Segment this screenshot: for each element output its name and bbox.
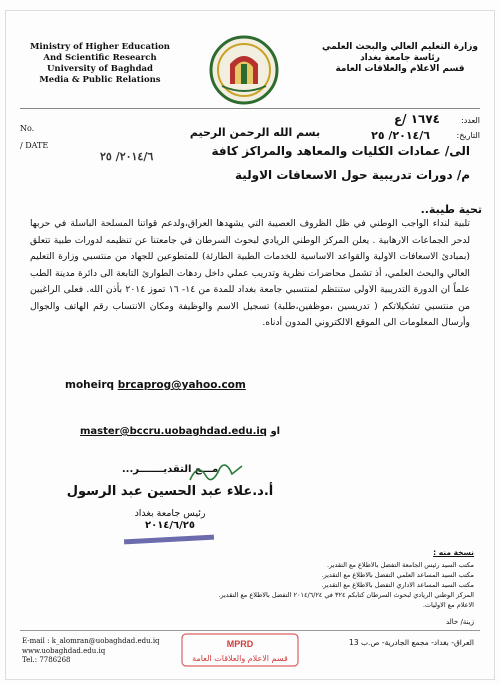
email2-prefix: او [270, 426, 281, 437]
header-ar-line-2: رئاسة جامعة بغداد [360, 53, 440, 63]
header-divider [20, 108, 480, 109]
email2-link[interactable]: master@bccru.uobaghdad.edu.iq [80, 426, 267, 437]
header-arabic [320, 42, 480, 75]
footer-contact [22, 637, 172, 666]
greeting: تحية طيبة.. [420, 203, 482, 216]
header-english [20, 42, 180, 86]
signatory-title: رئيس جامعة بغداد [134, 508, 206, 519]
cc-item: الاعلام مع الاوليات. [422, 601, 474, 609]
typist-initials: زينة/ خالد [445, 618, 474, 626]
ref-date-label: / DATE [20, 141, 49, 150]
header-ar-line-1: وزارة التعليم العالي والبحث العلمي [321, 42, 479, 52]
ref-no-label: No. [20, 124, 35, 133]
signatory-name: أ.د.علاء عبد الحسين عبد الرسول [66, 484, 274, 499]
email1-link[interactable]: brcaprog@yahoo.com [117, 379, 246, 391]
university-emblem-icon [208, 34, 280, 106]
stamp-ar-text: قسم الاعلام والعلاقات العامة [192, 654, 288, 663]
body-paragraph-text: تلبية لنداء الواجب الوطني في ظل الظروف العصيبة التي يشهدها العراق،ولدعم قواتنا المسلحة الباسلة في حربها لدحر الجماعات الارهابية . يعلن المركز الوطني الريادي لبحوث السرطان في جامعتنا عن تنظيمه لدورات طبية تتعلق (بمبادئ الاسعافات الاولية والقواعد الاساسية للخدمات الطبية الطارئة) للمتطوعين للجهاد من منتسبي وزارة التعليم العالي والبحث العلمي، أذ تشمل محاضرات نظرية وتدريب عملي داخل ردهات الطوارئ التابعة الى دائرة مدينة الطب علماً ان الدورة التدريبية الاولى ستنتظم لمنتسبي جامعة بغداد للمدة من ١٤- ١٦ تموز ٢٠١٤ بأذن الله. فعلى الراغبين من منتسبي تشكيلاتكم ( تدريسين ،موظفين،طلبة) تسجيل الاسم والوظيفة ومكان الانتساب رقم الهاتف والجوال وأرسال المعلومات الى الموقع الالكتروني المدون أدناه. [30, 218, 470, 328]
cc-item: مكتب السيد رئيس الجامعة التفضل بالاطلاع مع التقدير. [327, 561, 474, 569]
header-en-line-4: Media & Public Relations [39, 75, 161, 85]
email-line-1 [65, 379, 285, 391]
body-paragraph [30, 216, 470, 332]
cc-item: مكتب السيد المساعد الاداري التفضل بالاطلاع مع التقدير. [321, 581, 474, 589]
basmala: بسم الله الرحمن الرحيم [189, 126, 321, 139]
footer-address: العراق- بغداد- مجمع الجادرية- ص.ب 13 [349, 638, 474, 647]
cc-item: مكتب السيد المساعد العلمي التفضل بالاطلاع مع التقدير. [321, 571, 474, 579]
regards: مـــع التقديـــــــر... [121, 464, 219, 475]
footer-tel: Tel.: 7786268 [22, 656, 71, 664]
header-en-line-1: Ministry of Higher Education [30, 42, 170, 52]
ref-date-ar-label: التاريخ: [456, 131, 480, 140]
recipient: الى/ عمادات الكليات والمعاهد والمراكز كافة [211, 144, 470, 158]
ref-number-ar-label: العدد: [461, 116, 480, 125]
footer-email[interactable]: E-mail : k_alomran@uobaghdad.edu.iq [22, 637, 160, 645]
header-ar-line-3: قسم الاعلام والعلاقات العامة [335, 64, 465, 74]
email-line-2 [80, 426, 380, 437]
cc-list [204, 560, 474, 610]
subject: م/ دورات تدريبية حول الاسعافات الاولية [234, 168, 470, 182]
ref-date-ar-value: ٢٠١٤/٦/ ٢٥ [371, 129, 430, 142]
header-en-line-3: University of Baghdad [47, 64, 153, 74]
footer-website[interactable]: www.uobaghdad.edu.iq [22, 646, 106, 655]
stamp-text: MPRD [226, 639, 254, 649]
signature-date: ٢٠١٤/٦/٢٥ [144, 520, 196, 531]
ref-date-handwritten: ٢٠١٤/٦/ ٢٥ [100, 150, 154, 163]
cc-heading: نسخة منه : [433, 548, 474, 557]
header-en-line-2: And Scientific Research [43, 53, 157, 63]
email1-prefix: moheirq [65, 379, 115, 391]
cc-item: المركز الوطني الريادي لبحوث السرطان كتابكم ٣٢٤ في ٢٠١٤/٦/٢٤ التفضل بالاطلاع مع التقدير. [218, 591, 474, 599]
mprd-stamp-icon [180, 630, 300, 670]
ref-number-ar-value: ١٦٧٤ /ع [393, 112, 440, 126]
